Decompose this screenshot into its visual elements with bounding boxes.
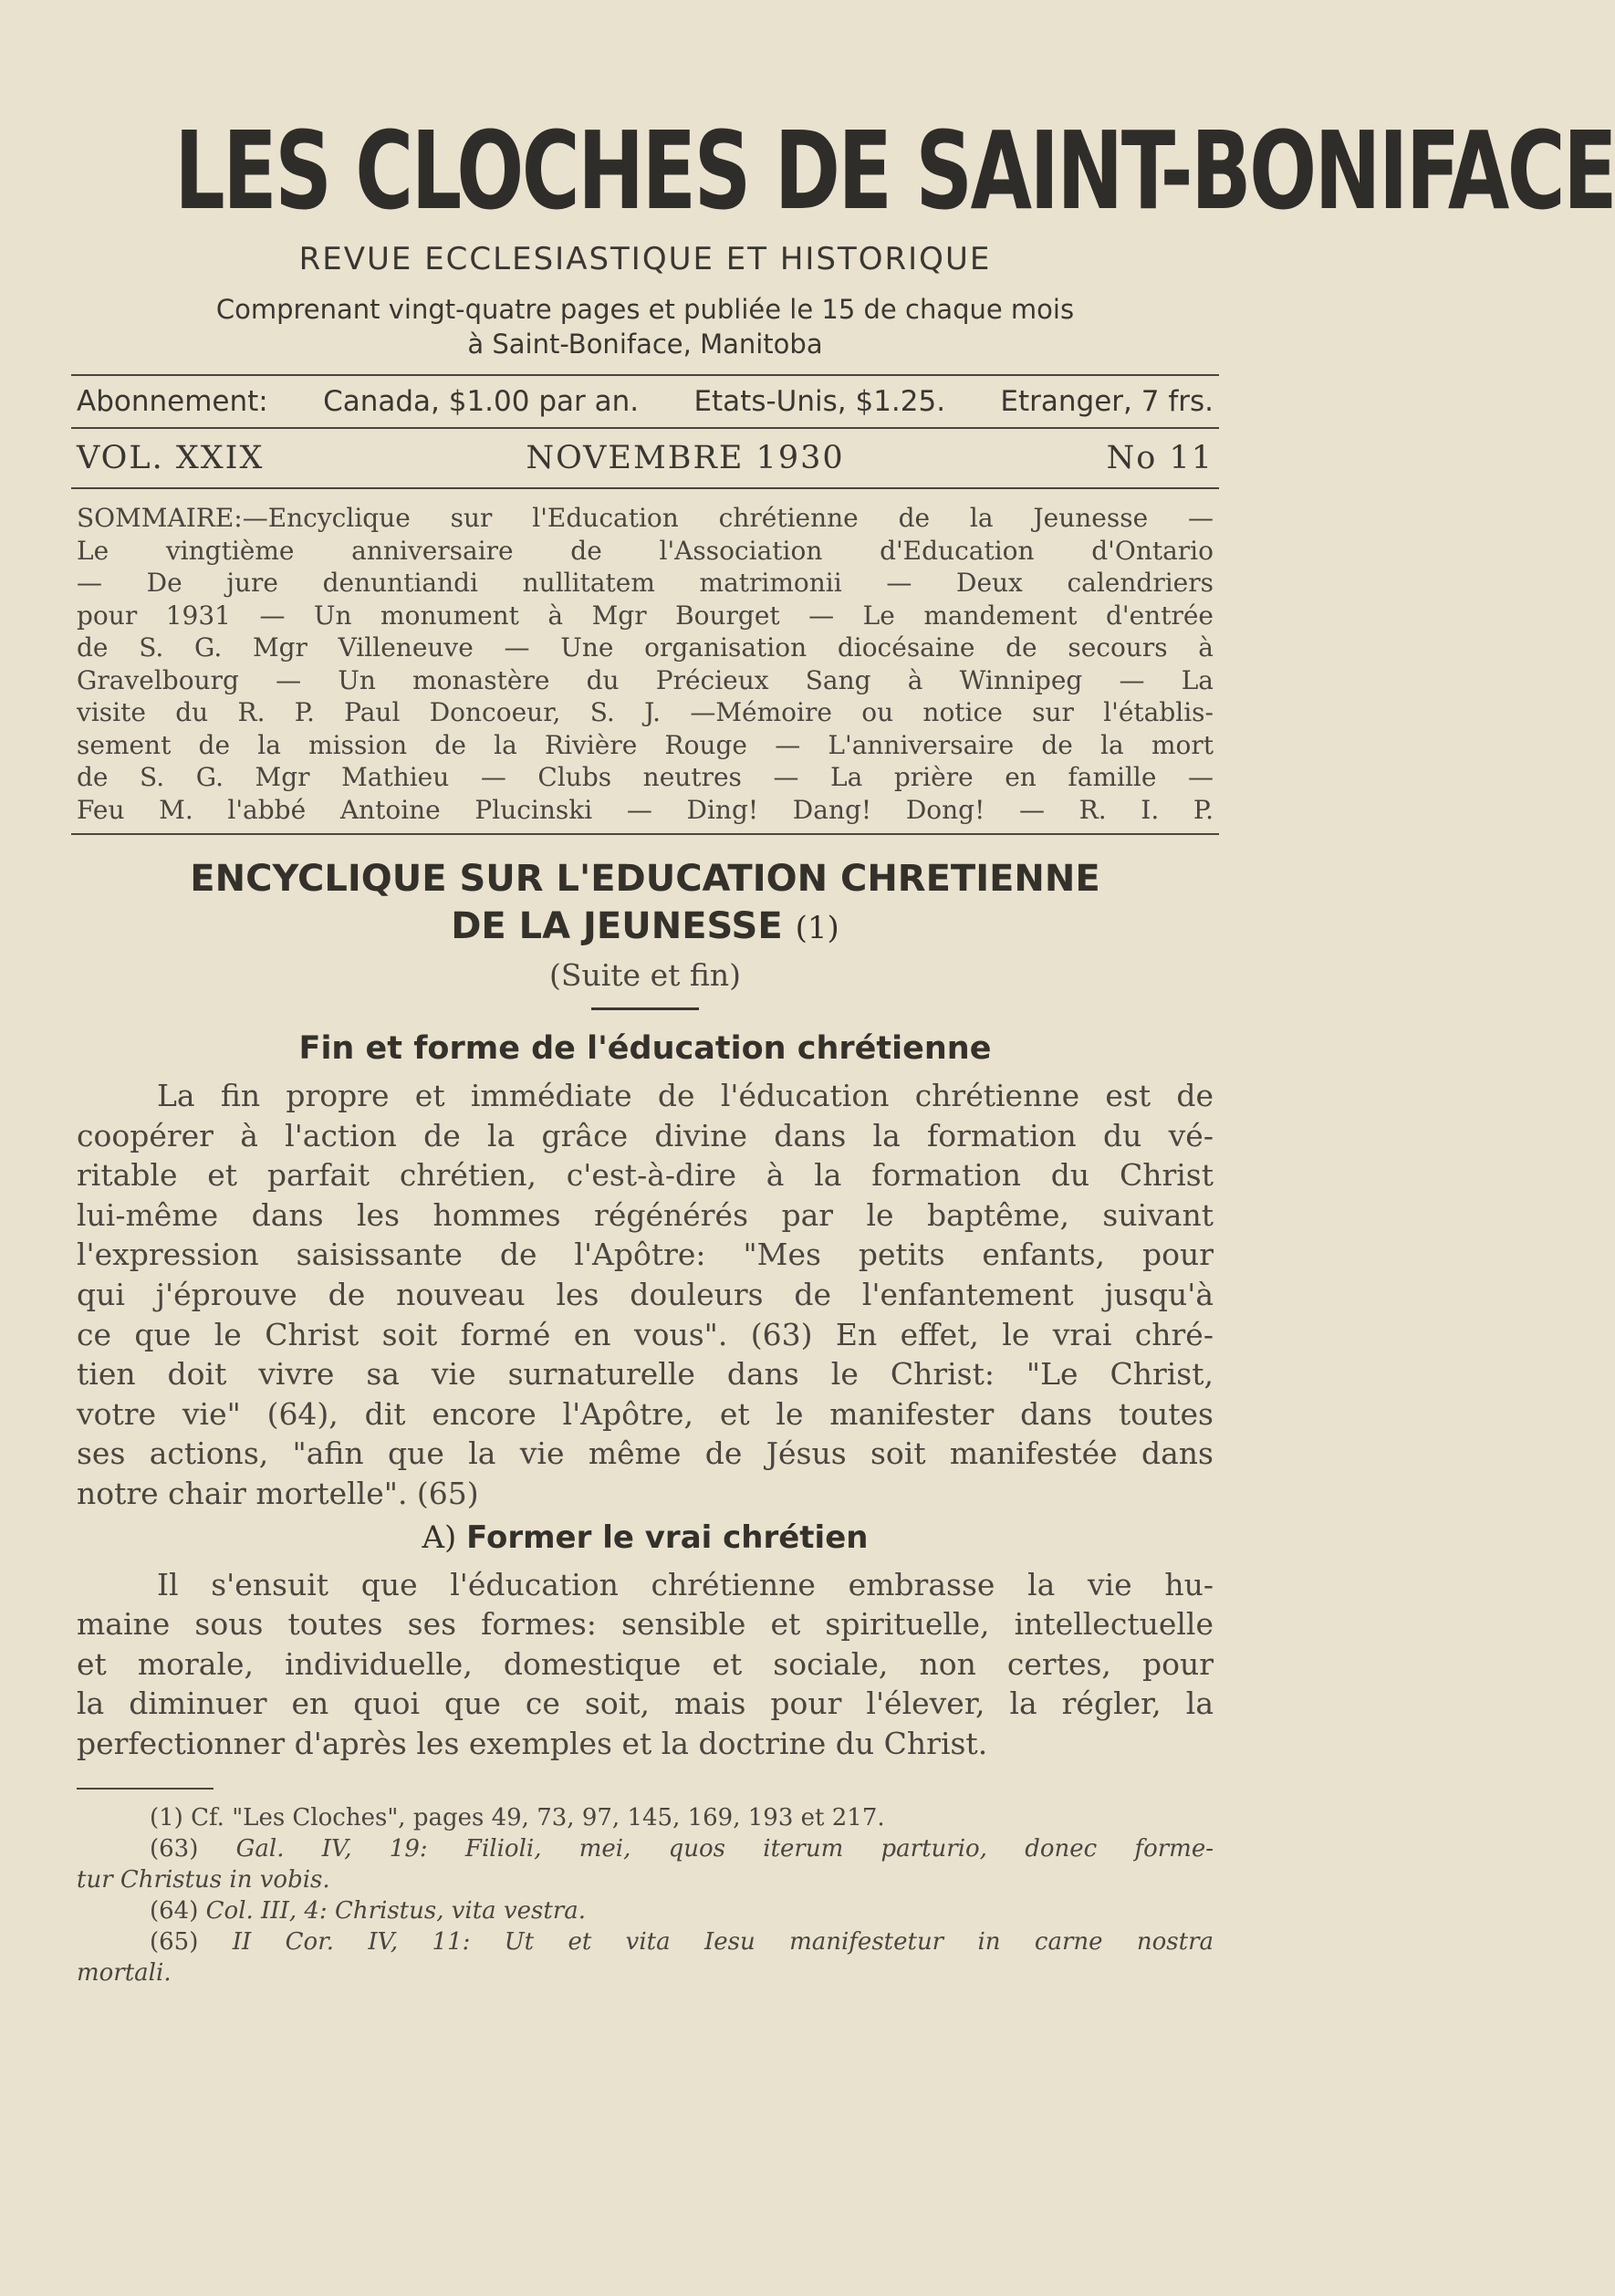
subscription-label: Abonnement: [77, 385, 268, 418]
footnote-text: Col. III, 4: Christus, vita vestra. [205, 1896, 587, 1925]
footnotes [71, 1790, 1219, 1988]
footnote-text: tur Christus in vobis. [77, 1865, 330, 1894]
toc-line: Feu M. l'abbé Antoine Plucinski — Ding! Dang! Dong! — R. I. P. [77, 794, 1214, 825]
toc-line: — De jure denuntiandi nullitatem matrimonii — Deux calendriers [77, 568, 1214, 598]
paragraph-line: maine sous toutes ses formes: sensible et spirituelle, intellectuelle [77, 1606, 1214, 1643]
footnote-65-cont [77, 1957, 1214, 1988]
footnote-text: mortali. [77, 1958, 172, 1987]
table-of-contents [71, 489, 1219, 833]
footnote-63 [77, 1833, 1214, 1864]
article-suite: (Suite et fin) [549, 957, 741, 993]
footnote-number: (64) [150, 1896, 199, 1925]
paragraph-line: votre vie" (64), dit encore l'Apôtre, et le manifester dans toutes [77, 1395, 1214, 1432]
paragraph-line: notre chair mortelle". (65) [77, 1475, 479, 1511]
issue-line [71, 429, 1219, 487]
paragraph-2 [71, 1556, 1219, 1764]
article-title-line-1: ENCYCLIQUE SUR L'EDUCATION CHRETIENNE [190, 858, 1100, 900]
paragraph-line: tien doit vivre sa vie surnaturelle dans le Christ: "Le Christ, [77, 1356, 1214, 1393]
subscription-line [71, 376, 1219, 427]
toc-line: de S. G. Mgr Mathieu — Clubs neutres — La prière en famille — [77, 762, 1214, 792]
subscription-foreign: Etranger, 7 frs. [1000, 385, 1214, 418]
footnote-number: (65) [150, 1927, 199, 1956]
journal-page [71, 0, 1615, 1988]
toc-line: de S. G. Mgr Villeneuve — Une organisation diocésaine de secours à [77, 632, 1214, 663]
paragraph-line: qui j'éprouve de nouveau les douleurs de l'enfantement jusqu'à [77, 1276, 1214, 1312]
footnote-63-cont [77, 1864, 1214, 1895]
masthead-subtitle: REVUE ECCLESIASTIQUE ET HISTORIQUE [298, 241, 992, 277]
toc-line: sement de la mission de la Rivière Rouge — L'anniversaire de la mort [77, 729, 1214, 760]
subheading-letter: A) [422, 1518, 457, 1556]
toc-line: SOMMAIRE:—Encyclique sur l'Education chrétienne de la Jeunesse — [77, 503, 1214, 533]
toc-line: Gravelbourg — Un monastère du Précieux Sang à Winnipeg — La [77, 664, 1214, 695]
footnote-number: (63) [150, 1834, 199, 1863]
footnote-text: Gal. IV, 19: Filioli, mei, quos iterum parturio, donec forme- [235, 1834, 1214, 1863]
paragraph-1 [71, 1067, 1219, 1514]
issue-date: NOVEMBRE 1930 [526, 440, 845, 476]
toc-line: visite du R. P. Paul Doncoeur, S. J. —Mémoire ou notice sur l'établis- [77, 697, 1214, 727]
article-title-line-2 [71, 903, 1219, 952]
paragraph-line: ses actions, "afin que la vie même de Jésus soit manifestée dans [77, 1435, 1214, 1472]
description-line-1: Comprenant vingt-quatre pages et publiée le 15 de chaque mois [215, 294, 1075, 325]
toc-line: Le vingtième anniversaire de l'Association d'Education d'Ontario [77, 535, 1214, 566]
masthead-description [71, 292, 1219, 361]
short-divider [591, 1007, 699, 1010]
subscription-usa: Etats-Unis, $1.25. [693, 385, 946, 418]
paragraph-line: coopérer à l'action de la grâce divine dans la formation du vé- [77, 1117, 1214, 1153]
footnote-64 [77, 1895, 1214, 1926]
paragraph-line: perfectionner d'après les exemples et la doctrine du Christ. [77, 1725, 988, 1761]
paragraph-line: lui-même dans les hommes régénérés par le baptême, suivant [77, 1196, 1214, 1233]
footnote-text: II Cor. IV, 11: Ut et vita Iesu manifestetur in carne nostra [232, 1927, 1214, 1956]
subheading [71, 1519, 1219, 1556]
description-line-2: à Saint-Boniface, Manitoba [467, 329, 823, 360]
article-title-line-2-text: DE LA JEUNESSE [451, 905, 783, 947]
issue-number: No 11 [1106, 440, 1214, 476]
masthead-title: LES CLOCHES DE SAINT-BONIFACE [174, 108, 1615, 234]
paragraph-line: et morale, individuelle, domestique et sociale, non certes, pour [77, 1645, 1214, 1682]
subscription-canada: Canada, $1.00 par an. [323, 385, 640, 418]
subheading-text: Former le vrai chrétien [466, 1518, 869, 1556]
paragraph-line: Il s'ensuit que l'éducation chrétienne embrasse la vie hu- [157, 1566, 1214, 1602]
paragraph-line: ce que le Christ soit formé en vous". (63) En effet, le vrai chré- [77, 1316, 1214, 1352]
paragraph-line: la diminuer en quoi que ce soit, mais pour l'élever, la régler, la [77, 1685, 1214, 1722]
paragraph-line: l'expression saisissante de l'Apôtre: "Mes petits enfants, pour [77, 1237, 1214, 1273]
paragraph-line: La fin propre et immédiate de l'éducation chrétienne est de [157, 1078, 1214, 1113]
paragraph-line: ritable et parfait chrétien, c'est-à-dire à la formation du Christ [77, 1157, 1214, 1194]
section-heading: Fin et forme de l'éducation chrétienne [298, 1030, 992, 1067]
toc-line: pour 1931 — Un monument à Mgr Bourget — Le mandement d'entrée [77, 600, 1214, 631]
issue-volume: VOL. XXIX [77, 440, 265, 476]
article-title [71, 855, 1219, 952]
footnote-ref: (1) [795, 910, 839, 946]
footnote-65 [77, 1926, 1214, 1957]
divider [71, 833, 1219, 835]
footnote-1: (1) Cf. "Les Cloches", pages 49, 73, 97, 145, 169, 193 et 217. [150, 1803, 885, 1832]
